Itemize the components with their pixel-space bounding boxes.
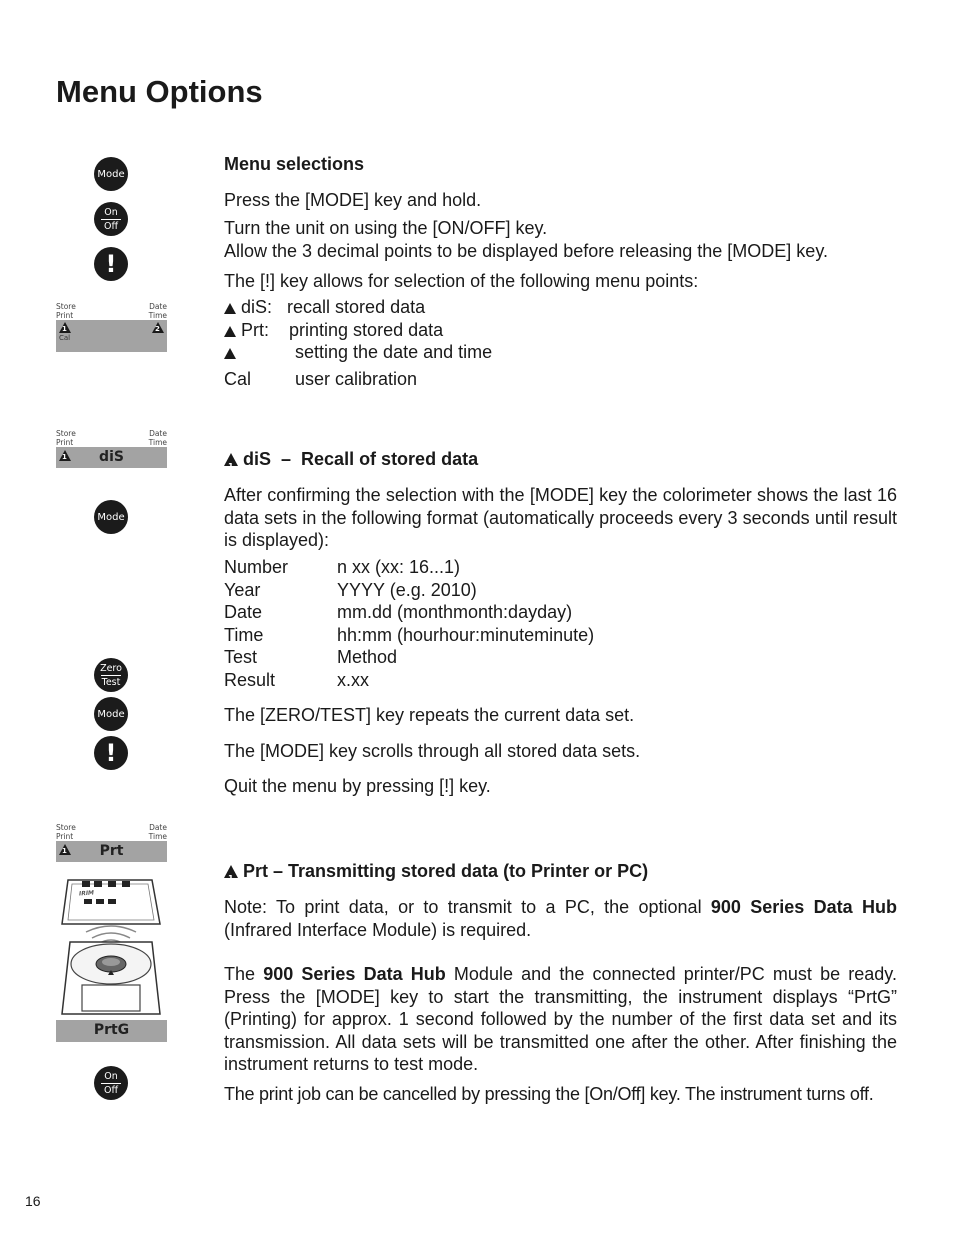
page-title: Menu Options	[56, 74, 263, 109]
format-row-value: n xx (xx: 16...1)	[337, 557, 461, 577]
format-row-value: YYYY (e.g. 2010)	[337, 579, 477, 600]
display-prtg	[56, 1020, 167, 1042]
on-key-label: On	[104, 206, 118, 218]
format-row-label: Test	[224, 647, 258, 667]
format-row-value: hh:mm (hourhour:minuteminute)	[337, 624, 595, 645]
format-row-label: Year	[224, 579, 261, 600]
format-row-value: x.xx	[337, 669, 370, 690]
triangle-1-icon: 1	[59, 450, 71, 461]
time-label: Time	[148, 310, 167, 320]
page-number: 16	[25, 1193, 41, 1209]
test-key-label: Test	[101, 676, 121, 688]
prt-description: The 900 Series Data Hub Module and the connected printer/PC must be ready. Press the [MODE] key to start the transmitting, the instrument displays “PrtG” (Printing) for approx. 1 second followed by the number of the first data set and its transmission. All data sets will be transmitted one after the other. After finishing the instrument returns to test mode.	[224, 964, 897, 1074]
display-menu-overview	[56, 303, 167, 352]
dis-mode-note: The [MODE] key scrolls through all stored data sets.	[224, 741, 641, 761]
data-format-table	[224, 556, 737, 691]
display-dis-text: diS	[99, 449, 124, 465]
print-label: Print	[56, 310, 74, 320]
zero-key-label: Zero	[100, 662, 122, 674]
time-label: Time	[148, 437, 167, 447]
triangle-1-icon: 1	[59, 322, 71, 333]
on-off-key-icon	[94, 202, 128, 236]
zero-test-key-icon	[94, 658, 128, 692]
menu-point-prt: 1 Prt: printing stored data	[224, 319, 443, 342]
store-label: Store	[56, 823, 76, 832]
data-hub-device-illustration	[56, 872, 167, 1017]
mode-key-icon	[94, 697, 128, 731]
menu-point-date: 2 setting the date and time	[224, 341, 492, 364]
menu-step-2a: Turn the unit on using the [ON/OFF] key.	[224, 218, 548, 238]
exclamation-key-icon	[94, 736, 128, 770]
triangle-1-icon: 1	[59, 844, 71, 855]
device-logo: IRIM	[78, 889, 95, 898]
menu-step-2b: Allow the 3 decimal points to be displayed before releasing the [MODE] key.	[224, 241, 828, 261]
format-row-label: Date	[224, 602, 263, 622]
dis-zero-test-note: The [ZERO/TEST] key repeats the current data set.	[224, 705, 635, 725]
triangle-1-icon: 1	[224, 303, 236, 314]
format-row-value: mm.dd (monthmonth:dayday)	[337, 602, 573, 622]
format-row-label: Number	[224, 557, 289, 577]
mode-key-icon	[94, 157, 128, 191]
mode-key-label: Mode	[97, 168, 125, 180]
display-dis	[56, 430, 167, 468]
dis-heading: 1 diS – Recall of stored data	[224, 448, 478, 471]
triangle-1-icon: 1	[224, 326, 236, 337]
print-label: Print	[56, 437, 74, 447]
dis-description: After confirming the selection with the [MODE] key the colorimeter shows the last 16 data sets in the following format (automatically proceeds every 3 seconds until result is displayed):	[224, 485, 897, 550]
exclamation-key-icon	[94, 247, 128, 281]
menu-step-1: Press the [MODE] key and hold.	[224, 190, 482, 210]
menu-point-dis: 1 diS: recall stored data	[224, 296, 425, 319]
store-label: Store	[56, 429, 76, 438]
dis-quit-note: Quit the menu by pressing [!] key.	[224, 776, 491, 796]
menu-point-cal: Cal user calibration	[224, 369, 418, 389]
prt-heading: 1 Prt – Transmitting stored data (to Printer or PC)	[224, 860, 648, 883]
mode-key-label: Mode	[97, 511, 125, 523]
cal-label: Cal	[59, 334, 71, 342]
mode-key-icon	[94, 500, 128, 534]
date-label: Date	[149, 302, 167, 311]
triangle-2-icon: 2	[152, 322, 164, 333]
display-prt-text: Prt	[99, 843, 124, 859]
menu-selections-heading: Menu selections	[224, 154, 365, 174]
display-prtg-text: PrtG	[93, 1022, 130, 1038]
mode-key-label: Mode	[97, 708, 125, 720]
menu-step-3: The [!] key allows for selection of the following menu points:	[224, 271, 699, 291]
format-row-label: Time	[224, 624, 264, 645]
display-prt	[56, 824, 167, 862]
triangle-1-icon: 1	[224, 453, 238, 466]
exclamation-key-label: !	[105, 250, 117, 278]
exclamation-key-label: !	[105, 739, 117, 767]
print-label: Print	[56, 831, 74, 841]
on-off-key-icon	[94, 1066, 128, 1100]
time-label: Time	[148, 831, 167, 841]
date-label: Date	[149, 429, 167, 438]
prt-cancel-note: The print job can be cancelled by pressing the [On/Off] key. The instrument turns off.	[224, 1084, 874, 1104]
format-row-label: Result	[224, 669, 276, 690]
prt-note: Note: To print data, or to transmit to a PC, the optional 900 Series Data Hub (Infrared Interface Module) is required.	[224, 897, 897, 940]
triangle-2-icon: 2	[224, 348, 236, 359]
off-key-label: Off	[103, 1084, 119, 1096]
triangle-1-icon: 1	[224, 865, 238, 878]
date-label: Date	[149, 823, 167, 832]
format-row-value: Method	[337, 647, 398, 667]
store-label: Store	[56, 302, 76, 311]
off-key-label: Off	[103, 220, 119, 232]
on-key-label: On	[104, 1070, 118, 1082]
